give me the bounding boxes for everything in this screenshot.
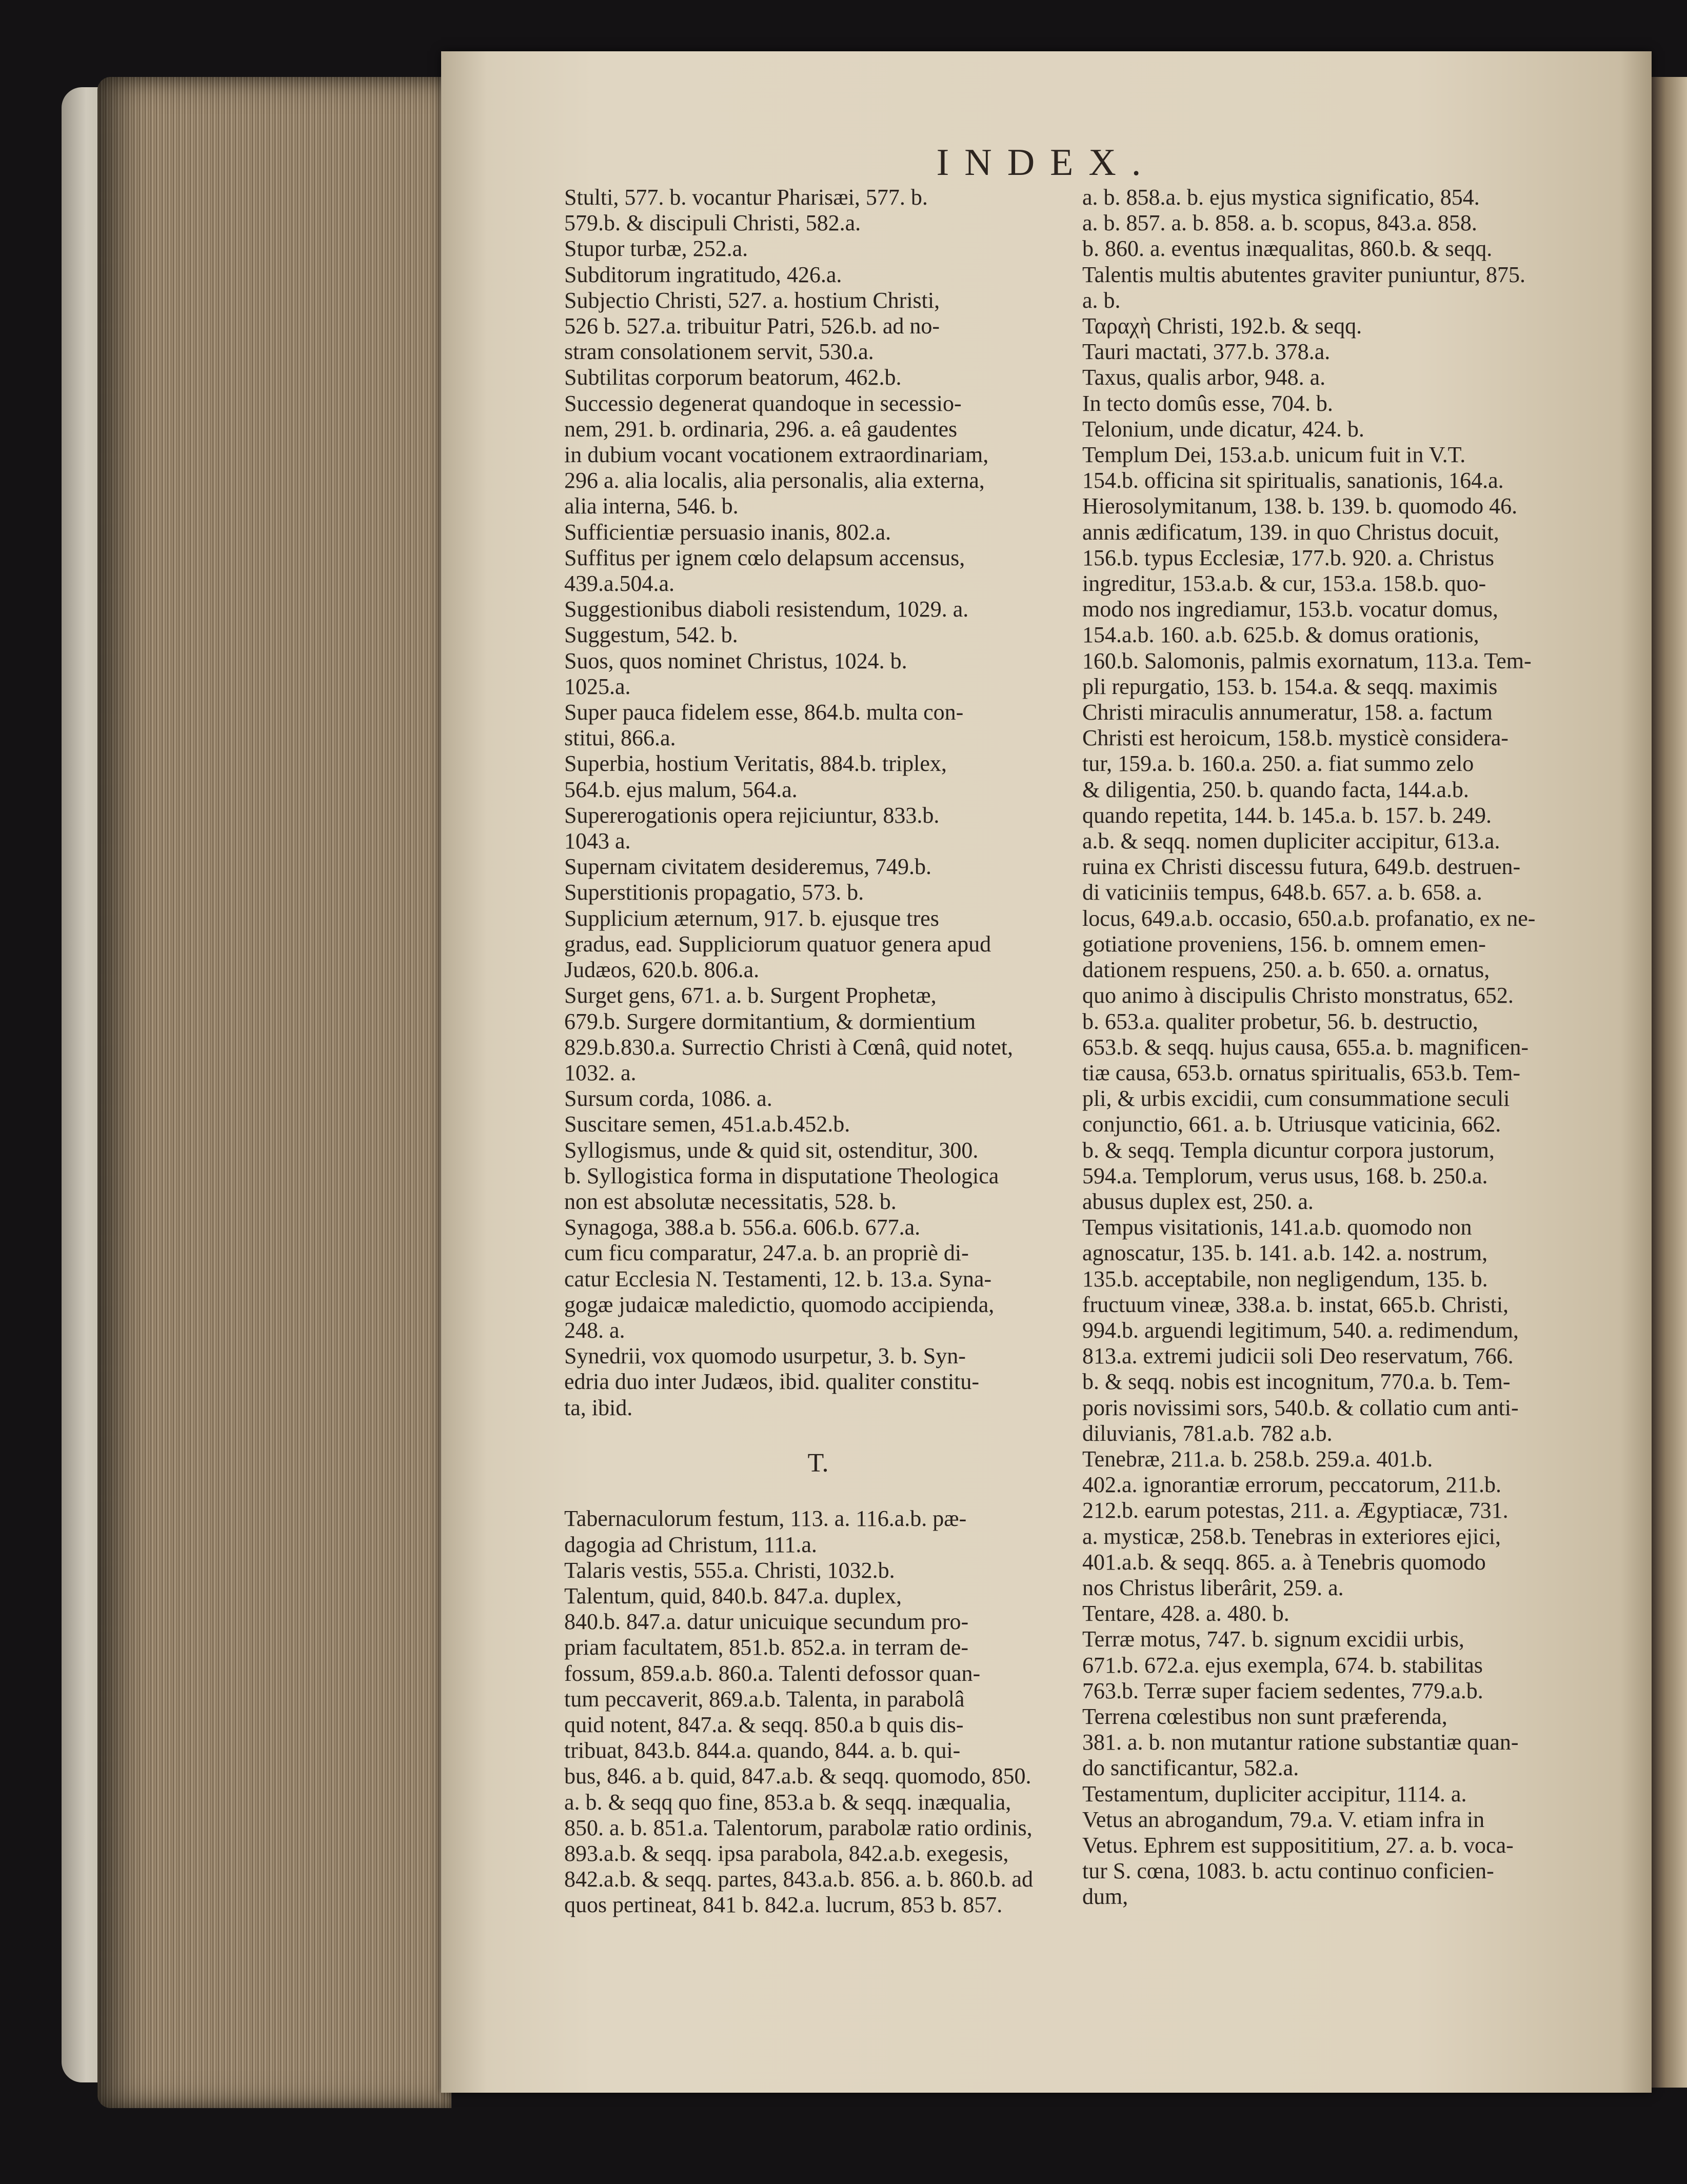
index-line: Ταραχὴ Christi, 192.b. & seqq. — [1082, 313, 1362, 339]
index-line: 154.a.b. 160. a.b. 625.b. & domus orationis, — [1082, 622, 1479, 648]
index-line: pli repurgatio, 153. b. 154.a. & seqq. maximis — [1082, 673, 1498, 699]
index-line: 679.b. Surgere dormitantium, & dormientium — [564, 1008, 976, 1034]
index-line: modo nos ingrediamur, 153.b. vocatur domus, — [1082, 597, 1498, 622]
index-line: Talentum, quid, 840.b. 847.a. duplex, — [564, 1583, 902, 1609]
index-line: catur Ecclesia N. Testamenti, 12. b. 13.a. Syna- — [564, 1266, 992, 1292]
index-line: pli, & urbis excidii, cum consummatione seculi — [1082, 1086, 1510, 1111]
index-line: Supplicium æternum, 917. b. ejusque tres — [564, 905, 939, 931]
index-line: Testamentum, dupliciter accipitur, 1114. a. — [1082, 1781, 1467, 1806]
index-line: Subditorum ingratitudo, 426.a. — [564, 262, 842, 287]
index-line: Tabernaculorum festum, 113. a. 116.a.b. pæ- — [564, 1506, 967, 1532]
index-line: gradus, ead. Suppliciorum quatuor genera apud — [564, 931, 991, 957]
index-line: quando repetita, 144. b. 145.a. b. 157. b. 249. — [1082, 802, 1492, 828]
index-line: tum peccaverit, 869.a.b. Talenta, in parabolâ — [564, 1686, 965, 1712]
index-line: ta, ibid. — [564, 1395, 633, 1420]
index-line: dagogia ad Christum, 111.a. — [564, 1532, 817, 1557]
index-line: Synedrii, vox quomodo usurpetur, 3. b. Syn- — [564, 1343, 966, 1369]
index-line: 154.b. officina sit spiritualis, sanationis, 164.a. — [1082, 468, 1504, 493]
index-line: diluvianis, 781.a.b. 782 a.b. — [1082, 1420, 1333, 1446]
index-line: 564.b. ejus malum, 564.a. — [564, 777, 798, 802]
index-line: ruina ex Christi discessu futura, 649.b. destruen- — [1082, 854, 1521, 880]
index-line: Syllogismus, unde & quid sit, ostenditur, 300. — [564, 1137, 979, 1163]
index-line: 1025.a. — [564, 673, 631, 699]
index-line: poris novissimi sors, 540.b. & collatio cum anti- — [1082, 1395, 1519, 1420]
index-line: Sufficientiæ persuasio inanis, 802.a. — [564, 519, 891, 545]
index-line: Super pauca fidelem esse, 864.b. multa con- — [564, 700, 964, 725]
index-line: Talentis multis abutentes graviter puniuntur, 875. — [1082, 262, 1525, 287]
index-line: di vaticiniis tempus, 648.b. 657. a. b. 658. a. — [1082, 880, 1482, 905]
index-line: 829.b.830.a. Surrectio Christi à Cœnâ, quid notet, — [564, 1034, 1013, 1060]
index-line: b. & seqq. Templa dicuntur corpora justorum, — [1082, 1137, 1495, 1163]
index-line: Terrena cœlestibus non sunt præferenda, — [1082, 1703, 1447, 1729]
index-line: Tauri mactati, 377.b. 378.a. — [1082, 339, 1331, 365]
index-line: 763.b. Terræ super faciem sedentes, 779.a.b. — [1082, 1678, 1483, 1703]
index-line: 813.a. extremi judicii soli Deo reservatum, 766. — [1082, 1343, 1514, 1369]
index-line: Sursum corda, 1086. a. — [564, 1086, 772, 1111]
index-line: Talaris vestis, 555.a. Christi, 1032.b. — [564, 1557, 895, 1583]
index-line: In tecto domûs esse, 704. b. — [1082, 390, 1333, 416]
index-line: 248. a. — [564, 1317, 625, 1343]
index-line: a. b. 858.a. b. ejus mystica significatio, 854. — [1082, 185, 1480, 210]
index-line: fossum, 859.a.b. 860.a. Talenti defossor quan- — [564, 1660, 981, 1686]
index-line: 135.b. acceptabile, non negligendum, 135. b. — [1082, 1266, 1488, 1292]
index-line: cum ficu comparatur, 247.a. b. an propriè di- — [564, 1240, 969, 1266]
index-line: annis ædificatum, 139. in quo Christus docuit, — [1082, 519, 1499, 545]
index-line: 156.b. typus Ecclesiæ, 177.b. 920. a. Christus — [1082, 545, 1494, 570]
index-line: Suffitus per ignem cœlo delapsum accensus, — [564, 545, 965, 570]
index-line: T. — [807, 1448, 829, 1478]
index-line: Superstitionis propagatio, 573. b. — [564, 880, 864, 905]
index-line: alia interna, 546. b. — [564, 493, 739, 519]
index-line: Hierosolymitanum, 138. b. 139. b. quomodo 46. — [1082, 493, 1518, 519]
index-line: abusus duplex est, 250. a. — [1082, 1188, 1314, 1214]
index-line: a. b. 857. a. b. 858. a. b. scopus, 843.a. 858. — [1082, 210, 1477, 236]
index-line: stitui, 866.a. — [564, 725, 676, 751]
index-line: gogæ judaicæ maledictio, quomodo accipienda, — [564, 1292, 995, 1317]
index-line: priam facultatem, 851.b. 852.a. in terram de- — [564, 1635, 969, 1660]
index-line: Supernam civitatem desideremus, 749.b. — [564, 854, 932, 880]
index-line: 671.b. 672.a. ejus exempla, 674. b. stabilitas — [1082, 1652, 1483, 1678]
left-column — [564, 185, 1072, 1918]
index-line: Subjectio Christi, 527. a. hostium Christi, — [564, 287, 940, 313]
index-line: Terræ motus, 747. b. signum excidii urbis, — [1082, 1626, 1464, 1652]
index-line: tur, 159.a. b. 160.a. 250. a. fiat summo zelo — [1082, 751, 1474, 777]
index-line: quo animo à discipulis Christo monstratus, 652. — [1082, 983, 1514, 1008]
index-line — [564, 1421, 1072, 1446]
index-line: Tenebræ, 211.a. b. 258.b. 259.a. 401.b. — [1082, 1446, 1433, 1472]
index-line: Superbia, hostium Veritatis, 884.b. triplex, — [564, 751, 947, 777]
index-line: 296 a. alia localis, alia personalis, alia externa, — [564, 468, 985, 493]
index-line: a. mysticæ, 258.b. Tenebras in exteriores ejici, — [1082, 1523, 1501, 1549]
page-header: INDEX. — [936, 142, 1157, 184]
index-line: 842.a.b. & seqq. partes, 843.a.b. 856. a. b. 860.b. ad — [564, 1867, 1034, 1892]
index-line: Suggestionibus diaboli resistendum, 1029. a. — [564, 597, 969, 622]
index-line: Tempus visitationis, 141.a.b. quomodo non — [1082, 1215, 1472, 1240]
index-line: do sanctificantur, 582.a. — [1082, 1755, 1299, 1781]
index-line: 401.a.b. & seqq. 865. a. à Tenebris quomodo — [1082, 1549, 1486, 1575]
index-line: Surget gens, 671. a. b. Surgent Prophetæ, — [564, 983, 937, 1008]
index-line: 994.b. arguendi legitimum, 540. a. redimendum, — [1082, 1317, 1519, 1343]
index-line: fructuum vineæ, 338.a. b. instat, 665.b. Christi, — [1082, 1292, 1509, 1317]
index-line: dum, — [1082, 1884, 1128, 1910]
index-line: b. Syllogistica forma in disputatione Theologica — [564, 1163, 999, 1188]
index-line: Stulti, 577. b. vocantur Pharisæi, 577. b. — [564, 185, 928, 210]
index-line: Vetus. Ephrem est supposititium, 27. a. b. voca- — [1082, 1833, 1514, 1858]
index-line: locus, 649.a.b. occasio, 650.a.b. profanatio, ex ne- — [1082, 905, 1536, 931]
index-line: 594.a. Templorum, verus usus, 168. b. 250.a. — [1082, 1163, 1488, 1188]
index-line: Taxus, qualis arbor, 948. a. — [1082, 365, 1326, 390]
index-line: quos pertineat, 841 b. 842.a. lucrum, 853 b. 857. — [564, 1892, 1003, 1918]
index-line: non est absolutæ necessitatis, 528. b. — [564, 1188, 897, 1214]
index-line: b. 860. a. eventus inæqualitas, 860.b. & seqq. — [1082, 236, 1493, 262]
index-line: 439.a.504.a. — [564, 571, 675, 597]
index-line: stram consolationem servit, 530.a. — [564, 339, 874, 365]
index-line: tiæ causa, 653.b. ornatus spiritualis, 653.b. Tem- — [1082, 1060, 1521, 1085]
index-line: tur S. cœna, 1083. b. actu continuo conficien- — [1082, 1858, 1494, 1884]
index-line: 212.b. earum potestas, 211. a. Ægyptiacæ, 731. — [1082, 1498, 1509, 1523]
index-line: Suscitare semen, 451.a.b.452.b. — [564, 1111, 850, 1137]
index-line: 850. a. b. 851.a. Talentorum, parabolæ ratio ordinis, — [564, 1815, 1033, 1840]
index-line: 893.a.b. & seqq. ipsa parabola, 842.a.b. exegesis, — [564, 1840, 1009, 1866]
index-line: Christi miraculis annumeratur, 158. a. factum — [1082, 700, 1493, 725]
index-line: Christi est heroicum, 158.b. mysticè considera- — [1082, 725, 1509, 751]
index-line: dationem respuens, 250. a. b. 650. a. ornatus, — [1082, 957, 1490, 983]
index-line: b. & seqq. nobis est incognitum, 770.a. b. Tem- — [1082, 1369, 1511, 1395]
index-line — [564, 1480, 1072, 1506]
index-line: Successio degenerat quandoque in secessio- — [564, 390, 962, 416]
index-line: Judæos, 620.b. 806.a. — [564, 957, 760, 983]
facing-page-edge — [1652, 77, 1687, 2088]
index-line: quid notent, 847.a. & seqq. 850.a b quis dis- — [564, 1712, 964, 1737]
index-line: tribuat, 843.b. 844.a. quando, 844. a. b. qui- — [564, 1738, 961, 1763]
index-line: Suggestum, 542. b. — [564, 622, 738, 648]
index-line: 840.b. 847.a. datur unicuique secundum pro- — [564, 1609, 969, 1635]
index-line: 160.b. Salomonis, palmis exornatum, 113.a. Tem- — [1082, 648, 1532, 673]
index-line: edria duo inter Judæos, ibid. qualiter constitu- — [564, 1369, 979, 1395]
index-line: a. b. & seqq quo fine, 853.a b. & seqq. inæqualia, — [564, 1789, 1011, 1815]
index-line: 381. a. b. non mutantur ratione substantiæ quan- — [1082, 1730, 1519, 1755]
index-line: agnoscatur, 135. b. 141. a.b. 142. a. nostrum, — [1082, 1240, 1488, 1266]
index-line: b. 653.a. qualiter probetur, 56. b. destructio, — [1082, 1008, 1478, 1034]
index-line: nem, 291. b. ordinaria, 296. a. eâ gaudentes — [564, 416, 958, 442]
index-line: 1043 a. — [564, 828, 631, 854]
index-line: 402.a. ignorantiæ errorum, peccatorum, 211.b. — [1082, 1472, 1502, 1498]
index-line: conjunctio, 661. a. b. Utriusque vaticinia, 662. — [1082, 1111, 1501, 1137]
index-line: 526 b. 527.a. tribuitur Patri, 526.b. ad no- — [564, 313, 940, 339]
index-line: 579.b. & discipuli Christi, 582.a. — [564, 210, 861, 236]
index-line: Templum Dei, 153.a.b. unicum fuit in V.T. — [1082, 442, 1466, 468]
index-line: Vetus an abrogandum, 79.a. V. etiam infra in — [1082, 1806, 1485, 1832]
index-line: Supererogationis opera rejiciuntur, 833.b. — [564, 802, 940, 828]
index-line: Suos, quos nominet Christus, 1024. b. — [564, 648, 907, 673]
index-line: 653.b. & seqq. hujus causa, 655.a. b. magnificen- — [1082, 1034, 1529, 1060]
index-line: Synagoga, 388.a b. 556.a. 606.b. 677.a. — [564, 1215, 921, 1240]
index-line: Tentare, 428. a. 480. b. — [1082, 1601, 1289, 1626]
index-line: in dubium vocant vocationem extraordinariam, — [564, 442, 989, 468]
index-line: gotiatione proveniens, 156. b. omnem emen- — [1082, 931, 1486, 957]
index-line: Telonium, unde dicatur, 424. b. — [1082, 416, 1364, 442]
index-line: & diligentia, 250. b. quando facta, 144.a.b. — [1082, 777, 1469, 802]
index-line: ingreditur, 153.a.b. & cur, 153.a. 158.b. quo- — [1082, 571, 1486, 597]
page-edges — [97, 77, 451, 2108]
index-line: bus, 846. a b. quid, 847.a.b. & seqq. quomodo, 850. — [564, 1763, 1031, 1789]
right-column — [1082, 185, 1590, 1910]
index-line: nos Christus liberârit, 259. a. — [1082, 1575, 1344, 1600]
index-line: Subtilitas corporum beatorum, 462.b. — [564, 365, 902, 390]
index-line: 1032. a. — [564, 1060, 637, 1085]
index-line: a.b. & seqq. nomen dupliciter accipitur, 613.a. — [1082, 828, 1500, 854]
index-line: Stupor turbæ, 252.a. — [564, 236, 748, 262]
index-line: a. b. — [1082, 287, 1121, 313]
